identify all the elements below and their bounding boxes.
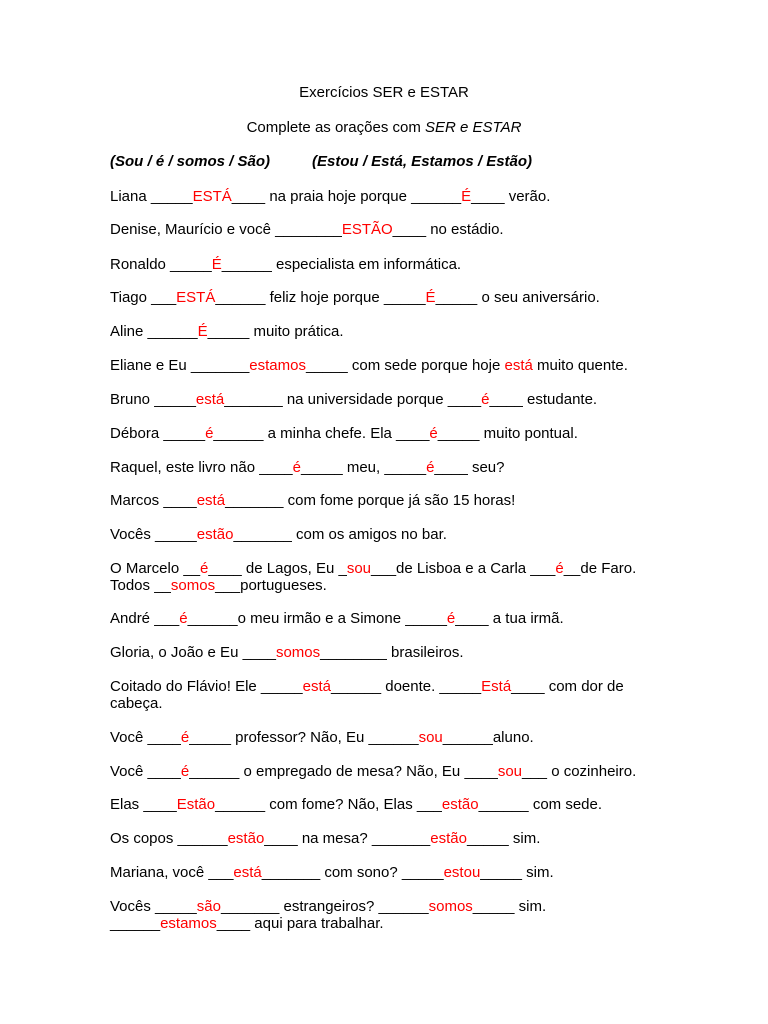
sentence-text: ________ brasileiros. bbox=[320, 644, 464, 661]
exercise-line bbox=[110, 289, 600, 306]
sentence-text: Aline ______ bbox=[110, 323, 198, 340]
sentence-text: ____ aqui para trabalhar. bbox=[216, 915, 384, 932]
sentence-text: ______ bbox=[110, 915, 161, 932]
sentence-text: Todos __ bbox=[110, 577, 171, 594]
sentence-text: ____ seu? bbox=[434, 459, 505, 476]
answer-word: sou bbox=[497, 763, 522, 780]
sentence-text: Denise, Maurício e você ________ bbox=[110, 221, 342, 238]
legend-ser-forms: (Sou / é / somos / São) bbox=[110, 153, 271, 170]
sentence-text: ____ de Lagos, Eu _ bbox=[208, 560, 347, 577]
sentence-text: ______ feliz hoje porque _____ bbox=[215, 289, 426, 306]
answer-word: estamos bbox=[160, 915, 217, 932]
answer-word: está bbox=[302, 678, 331, 695]
sentence-text: _______ com os amigos no bar. bbox=[233, 526, 447, 543]
sentence-text: _____ sim. bbox=[472, 898, 547, 915]
answer-word: é bbox=[555, 560, 564, 577]
exercise-line bbox=[110, 763, 636, 780]
sentence-text: Marcos ____ bbox=[110, 492, 197, 509]
exercise-line bbox=[110, 678, 624, 695]
sentence-text: muito quente. bbox=[532, 357, 628, 374]
answer-word: somos bbox=[170, 577, 216, 594]
sentence-text: Você ____ bbox=[110, 763, 181, 780]
answer-word: é bbox=[426, 459, 435, 476]
sentence-text: _____ sim. bbox=[480, 864, 554, 881]
answer-word: É bbox=[197, 323, 208, 340]
exercise-line bbox=[110, 864, 554, 881]
verb-forms-legend bbox=[110, 153, 533, 171]
answer-word: é bbox=[292, 459, 301, 476]
answer-word: É bbox=[211, 256, 222, 273]
exercise-line bbox=[110, 729, 534, 746]
answer-word: está bbox=[504, 357, 533, 374]
sentence-text: ______ especialista em informática. bbox=[221, 256, 462, 273]
sentence-text: ____ no estádio. bbox=[392, 221, 504, 238]
answer-word: É bbox=[461, 188, 472, 205]
sentence-text: Gloria, o João e Eu ____ bbox=[110, 644, 276, 661]
answer-word: estão bbox=[196, 526, 234, 543]
answer-word: somos bbox=[428, 898, 473, 915]
exercise-line bbox=[110, 188, 550, 205]
exercise-line bbox=[110, 323, 344, 340]
sentence-text: Ronaldo _____ bbox=[110, 256, 212, 273]
answer-word: estão bbox=[430, 830, 467, 847]
exercise-line bbox=[110, 560, 636, 577]
sentence-text: ____ estudante. bbox=[489, 391, 598, 408]
sentence-text: _______ estrangeiros? ______ bbox=[220, 898, 429, 915]
exercise-line bbox=[110, 526, 447, 543]
sentence-text: Raquel, este livro não ____ bbox=[110, 459, 293, 476]
sentence-text: ______ doente. _____ bbox=[331, 678, 482, 695]
sentence-text: ______aluno. bbox=[442, 729, 534, 746]
answer-word: estamos bbox=[249, 357, 306, 374]
exercise-line bbox=[110, 221, 504, 238]
answer-word: é bbox=[180, 729, 190, 746]
sentence-text: Débora _____ bbox=[110, 425, 206, 442]
answer-word: são bbox=[196, 898, 221, 915]
exercise-line bbox=[110, 425, 578, 442]
answer-word: é bbox=[205, 425, 214, 442]
sentence-text: Eliane e Eu _______ bbox=[110, 357, 250, 374]
answer-word: é bbox=[429, 425, 438, 442]
sentence-text: Coitado do Flávio! Ele _____ bbox=[110, 678, 303, 695]
sentence-text: Você ____ bbox=[110, 729, 181, 746]
exercise-line bbox=[110, 391, 597, 408]
sentence-text: Vocês _____ bbox=[110, 526, 197, 543]
answer-word: Está bbox=[481, 678, 512, 695]
answer-word: é bbox=[446, 610, 456, 627]
answer-word: somos bbox=[275, 644, 321, 661]
answer-word: estou bbox=[443, 864, 481, 881]
legend-estar-forms: (Estou / Está, Estamos / Estão) bbox=[312, 153, 533, 170]
sentence-text: _______ com sono? _____ bbox=[261, 864, 444, 881]
answer-word: É bbox=[425, 289, 436, 306]
subtitle-text: Complete as orações com bbox=[246, 119, 425, 136]
sentence-text: _______ com fome porque já são 15 horas! bbox=[225, 492, 516, 509]
exercise-line bbox=[110, 644, 464, 661]
sentence-text: Vocês _____ bbox=[110, 898, 197, 915]
sentence-text: Bruno _____ bbox=[110, 391, 196, 408]
answer-word: está bbox=[196, 492, 226, 509]
answer-word: sou bbox=[418, 729, 443, 746]
sentence-text: ____ a tua irmã. bbox=[455, 610, 564, 627]
exercise-line bbox=[110, 256, 461, 273]
sentence-text: cabeça. bbox=[110, 695, 163, 712]
sentence-text: ______ com fome? Não, Elas ___ bbox=[215, 796, 442, 813]
document-title: Exercícios SER e ESTAR bbox=[299, 84, 469, 101]
sentence-text: ______ com sede. bbox=[478, 796, 603, 813]
answer-word: ESTÃO bbox=[341, 221, 393, 238]
exercise-line bbox=[110, 577, 327, 594]
exercise-line bbox=[110, 492, 515, 509]
answer-word: é bbox=[180, 763, 190, 780]
sentence-text: _______ na universidade porque ____ bbox=[224, 391, 482, 408]
answer-word: é bbox=[179, 610, 188, 627]
sentence-text: Tiago ___ bbox=[110, 289, 177, 306]
exercise-line bbox=[110, 695, 163, 712]
exercise-line bbox=[110, 915, 384, 932]
exercise-line bbox=[110, 830, 540, 847]
sentence-text: _____ meu, _____ bbox=[300, 459, 427, 476]
sentence-text: ____ na mesa? _______ bbox=[264, 830, 431, 847]
sentence-text: ___ o cozinheiro. bbox=[522, 763, 637, 780]
sentence-text: ____ na praia hoje porque ______ bbox=[231, 188, 462, 205]
sentence-text: ____ com dor de bbox=[511, 678, 624, 695]
sentence-text: _____ muito prática. bbox=[207, 323, 344, 340]
answer-word: estão bbox=[441, 796, 479, 813]
sentence-text: _____ o seu aniversário. bbox=[435, 289, 600, 306]
exercise-line bbox=[110, 459, 505, 476]
answer-word: ESTÁ bbox=[192, 188, 232, 205]
sentence-text: _____ muito pontual. bbox=[437, 425, 578, 442]
answer-word: Estão bbox=[176, 796, 216, 813]
answer-word: está bbox=[233, 864, 262, 881]
sentence-text: Os copos ______ bbox=[110, 830, 228, 847]
sentence-text: _____ com sede porque hoje bbox=[306, 357, 505, 374]
sentence-text: ______o meu irmão e a Simone _____ bbox=[187, 610, 447, 627]
sentence-text: ___portugueses. bbox=[215, 577, 327, 594]
subtitle-emphasis: SER e ESTAR bbox=[425, 119, 522, 136]
sentence-text: ______ a minha chefe. Ela ____ bbox=[213, 425, 430, 442]
sentence-text: O Marcelo __ bbox=[110, 560, 201, 577]
exercise-line bbox=[110, 898, 546, 915]
sentence-text: _____ sim. bbox=[466, 830, 541, 847]
sentence-text: André ___ bbox=[110, 610, 180, 627]
sentence-text: ______ o empregado de mesa? Não, Eu ____ bbox=[189, 763, 498, 780]
document-subtitle bbox=[0, 119, 768, 137]
sentence-text: Liana _____ bbox=[110, 188, 193, 205]
sentence-text: Elas ____ bbox=[110, 796, 177, 813]
answer-word: ESTÁ bbox=[176, 289, 216, 306]
sentence-text: ____ verão. bbox=[471, 188, 551, 205]
answer-word: está bbox=[195, 391, 225, 408]
sentence-text: __de Faro. bbox=[563, 560, 637, 577]
answer-word: é bbox=[200, 560, 209, 577]
answer-word: sou bbox=[346, 560, 372, 577]
answer-word: estão bbox=[227, 830, 265, 847]
answer-word: é bbox=[481, 391, 490, 408]
exercise-line bbox=[110, 796, 602, 813]
exercise-line bbox=[110, 610, 564, 627]
sentence-text: _____ professor? Não, Eu ______ bbox=[189, 729, 419, 746]
sentence-text: Mariana, você ___ bbox=[110, 864, 234, 881]
exercise-line bbox=[110, 357, 628, 374]
sentence-text: ___de Lisboa e a Carla ___ bbox=[371, 560, 556, 577]
